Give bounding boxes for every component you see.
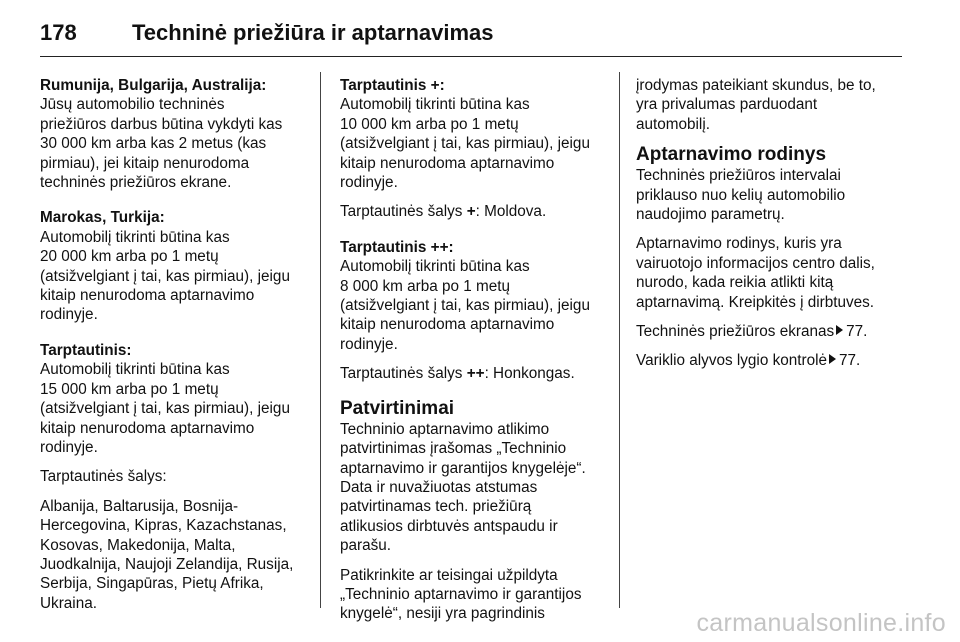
paragraph-proof [636, 76, 904, 134]
text-line: „Techninio aptarnavimo ir garantijos [340, 585, 582, 603]
reference-text: Techninės priežiūros ekranas [636, 323, 835, 341]
text-line [340, 364, 608, 383]
text-line: Albanija, Baltarusija, Bosnija- [40, 497, 239, 515]
column-divider-1 [320, 72, 321, 608]
text-line[interactable] [636, 322, 904, 341]
text-line: priežiūros darbus būtina vykdyti kas [40, 115, 283, 133]
paragraph-countries-plus-plus [340, 364, 608, 383]
subheading: Marokas, Turkija: [40, 209, 165, 227]
plus-marker: + [466, 203, 476, 221]
paragraph-international-plus [340, 76, 608, 192]
text-line: Juodkalnija, Naujoji Zelandija, Rusija, [40, 555, 294, 573]
text-line: aptarnavimą. Kreipkitės į dirbtuves. [636, 293, 875, 311]
paragraph-countries-list [40, 497, 308, 613]
chapter-title: Techninė priežiūra ir aptarnavimas [132, 20, 494, 45]
text-suffix: : Honkongas. [484, 365, 575, 383]
text-line: nurodo, kada reikia atlikti kitą [636, 274, 834, 292]
text-line: Patikrinkite ar teisingai užpildyta [340, 566, 558, 584]
text-line: (atsižvelgiant į tai, kas pirmiau), jeigu [340, 297, 590, 315]
subheading: Tarptautinis: [40, 341, 132, 359]
text-line: rodinyje. [40, 306, 98, 324]
section-title-confirmations: Patvirtinimai [340, 397, 455, 419]
page-reference-arrow-icon [829, 354, 836, 364]
text-line: 20 000 km arba po 1 metų [40, 248, 219, 266]
text-line: naudojimo parametrų. [636, 206, 785, 224]
paragraph-international [40, 341, 308, 457]
text-line: Serbija, Singapūras, Pietų Afrika, [40, 575, 264, 593]
subheading: Rumunija, Bulgarija, Australija: [40, 77, 267, 94]
section-title-service-display: Aptarnavimo rodinys [636, 144, 827, 166]
text-line: aptarnavimo ir garantijos knygelėje“. [340, 459, 586, 477]
column-2 [340, 76, 608, 634]
text-line: (atsižvelgiant į tai, kas pirmiau), jeigu [340, 135, 590, 153]
text-line: kitaip nenurodoma aptarnavimo [340, 316, 555, 334]
reference-page[interactable]: 77. [839, 352, 861, 370]
text-line: Tarptautinės šalys: [40, 468, 167, 486]
column-1 [40, 76, 308, 623]
text-line: 30 000 km arba kas 2 metus (kas [40, 135, 267, 153]
text-line: 15 000 km arba po 1 metų [40, 380, 219, 398]
paragraph-morocco [40, 208, 308, 324]
text-line: techninės priežiūros ekrane. [40, 174, 232, 192]
text-line: Hercegovina, Kipras, Kazachstanas, [40, 517, 287, 535]
plus-plus-marker: ++ [466, 365, 485, 383]
paragraph-check-booklet [340, 566, 608, 624]
text-line: pirmiau), jei kitaip nenurodoma [40, 154, 250, 172]
text-line: rodinyje. [340, 335, 398, 353]
page-header [40, 16, 902, 60]
subheading: Tarptautinis ++: [340, 238, 454, 256]
text-line: knygelė“, nesiji yra pagrindinis [340, 605, 545, 623]
paragraph-countries-label [40, 467, 308, 486]
reference-page[interactable]: 77. [846, 323, 868, 341]
column-3 [636, 76, 904, 381]
column-divider-2 [619, 72, 620, 608]
text-line [340, 202, 608, 221]
text-line: Aptarnavimo rodinys, kuris yra [636, 235, 842, 253]
text-line: Jūsų automobilio techninės [40, 96, 225, 114]
text-line: patvirtinamas tech. priežiūrą [340, 498, 532, 516]
text-line: kitaip nenurodoma aptarnavimo [40, 419, 255, 437]
text-line: (atsižvelgiant į tai, kas pirmiau), jeigu [40, 267, 290, 285]
subheading: Tarptautinis +: [340, 77, 445, 94]
paragraph-intervals [636, 166, 904, 224]
text-line: rodinyje. [40, 438, 98, 456]
text-line: 8 000 km arba po 1 metų [340, 277, 511, 295]
text-line: atlikusios dirbtuvės antspaudu ir [340, 517, 558, 535]
paragraph-service-display [636, 234, 904, 312]
text-line: parašu. [340, 537, 392, 555]
paragraph-confirmations [340, 420, 608, 556]
text-line: kitaip nenurodoma aptarnavimo [340, 154, 555, 172]
reference-text: Variklio alyvos lygio kontrolė [636, 352, 828, 370]
text-line: kitaip nenurodoma aptarnavimo [40, 287, 255, 305]
text-prefix: Tarptautinės šalys [340, 203, 467, 221]
page-reference-arrow-icon [836, 325, 843, 335]
text-line: Kosovas, Makedonija, Malta, [40, 536, 236, 554]
text-line: Ukraina. [40, 594, 97, 612]
paragraph-countries-plus [340, 202, 608, 221]
header-rule [40, 56, 902, 57]
watermark: carmanualsonline.info [696, 609, 946, 637]
text-line: Automobilį tikrinti būtina kas [40, 228, 230, 246]
text-line: Techninės priežiūros intervalai [636, 167, 841, 185]
text-line: vairuotojo informacijos centro dalis, [636, 254, 875, 272]
text-line: 10 000 km arba po 1 metų [340, 115, 519, 133]
text-line: priklauso nuo kelių automobilio [636, 186, 846, 204]
cross-reference-service-screen[interactable] [636, 322, 904, 341]
text-suffix: : Moldova. [475, 203, 547, 221]
text-line: (atsižvelgiant į tai, kas pirmiau), jeigu [40, 400, 290, 418]
text-line: patvirtinimas įrašomas „Techninio [340, 440, 567, 458]
cross-reference-oil-level[interactable] [636, 351, 904, 370]
text-line: Automobilį tikrinti būtina kas [340, 258, 530, 276]
text-line: Techninio aptarnavimo atlikimo [340, 420, 550, 438]
text-line: įrodymas pateikiant skundus, be to, [636, 77, 876, 94]
paragraph-romania [40, 76, 308, 192]
page-number: 178 [40, 20, 77, 45]
text-line: Automobilį tikrinti būtina kas [340, 96, 530, 114]
paragraph-international-plus-plus [340, 238, 608, 354]
text-line[interactable] [636, 351, 904, 370]
text-line: automobilį. [636, 115, 710, 133]
text-line: yra privalumas parduodant [636, 96, 818, 114]
text-line: Automobilį tikrinti būtina kas [40, 361, 230, 379]
text-prefix: Tarptautinės šalys [340, 365, 467, 383]
text-line: rodinyje. [340, 174, 398, 192]
text-line: Data ir nuvažiuotas atstumas [340, 478, 538, 496]
